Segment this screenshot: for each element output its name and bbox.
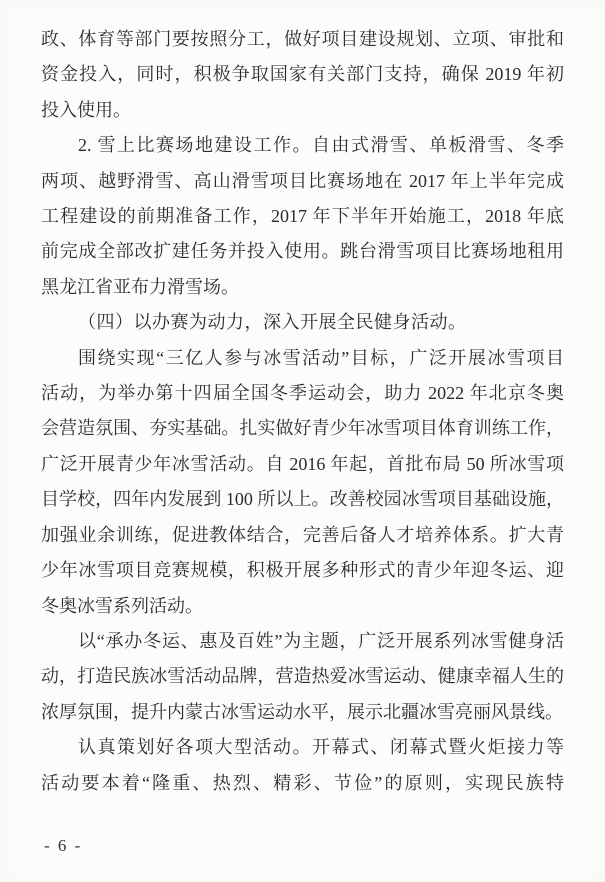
text-line-9: （四）以办赛为动力，深入开展全民健身活动。 [78, 312, 467, 333]
text-line-5: 两项、越野滑雪、高山滑雪项目比赛场地在 2017 年上半年完成 [41, 170, 564, 191]
text-line-16: 少年冰雪项目竞赛规模，积极开展多种形式的青少年迎冬运、迎 [41, 560, 564, 581]
text-line-17: 冬奥冰雪系列活动。 [41, 595, 203, 616]
text-line-3: 投入使用。 [41, 99, 131, 120]
text-line-7: 前完成全部改扩建任务并投入使用。跳台滑雪项目比赛场地租用 [41, 241, 564, 262]
text-line-10: 围绕实现“三亿人参与冰雪活动”目标，广泛开展冰雪项目 [78, 347, 564, 368]
text-line-1: 政、体育等部门要按照分工，做好项目建设规划、立项、审批和 [41, 29, 564, 49]
text-line-2: 资金投入，同时，积极争取国家有关部门支持，确保 2019 年初 [41, 64, 564, 85]
text-line-13: 广泛开展青少年冰雪活动。自 2016 年起，首批布局 50 所冰雪项 [41, 453, 564, 474]
document-text [41, 22, 564, 801]
text-line-19: 动，打造民族冰雪活动品牌，营造热爱冰雪运动、健康幸福人生的 [41, 666, 564, 687]
page-number: - 6 - [44, 836, 83, 855]
text-line-6: 工程建设的前期准备工作，2017 年下半年开始施工，2018 年底 [41, 206, 564, 227]
text-line-4: 2. 雪上比赛场地建设工作。自由式滑雪、单板滑雪、冬季 [78, 135, 564, 156]
text-line-22: 活动要本着“隆重、热烈、精彩、节俭”的原则，实现民族特 [41, 772, 564, 793]
text-line-18: 以“承办冬运、惠及百姓”为主题，广泛开展系列冰雪健身活 [78, 630, 564, 651]
text-line-11: 活动，为举办第十四届全国冬季运动会，助力 2022 年北京冬奥 [41, 383, 564, 404]
text-line-21: 认真策划好各项大型活动。开幕式、闭幕式暨火炬接力等 [78, 737, 564, 758]
text-line-20: 浓厚氛围，提升内蒙古冰雪运动水平，展示北疆冰雪亮丽风景线。 [41, 701, 563, 722]
text-line-14: 目学校，四年内发展到 100 所以上。改善校园冰雪项目基础设施， [41, 489, 564, 510]
text-line-12: 会营造氛围、夯实基础。扎实做好青少年冰雪项目体育训练工作， [41, 418, 564, 439]
text-line-15: 加强业余训练，促进教体结合，完善后备人才培养体系。扩大青 [41, 524, 564, 545]
text-line-8: 黑龙江省亚布力滑雪场。 [41, 276, 239, 297]
